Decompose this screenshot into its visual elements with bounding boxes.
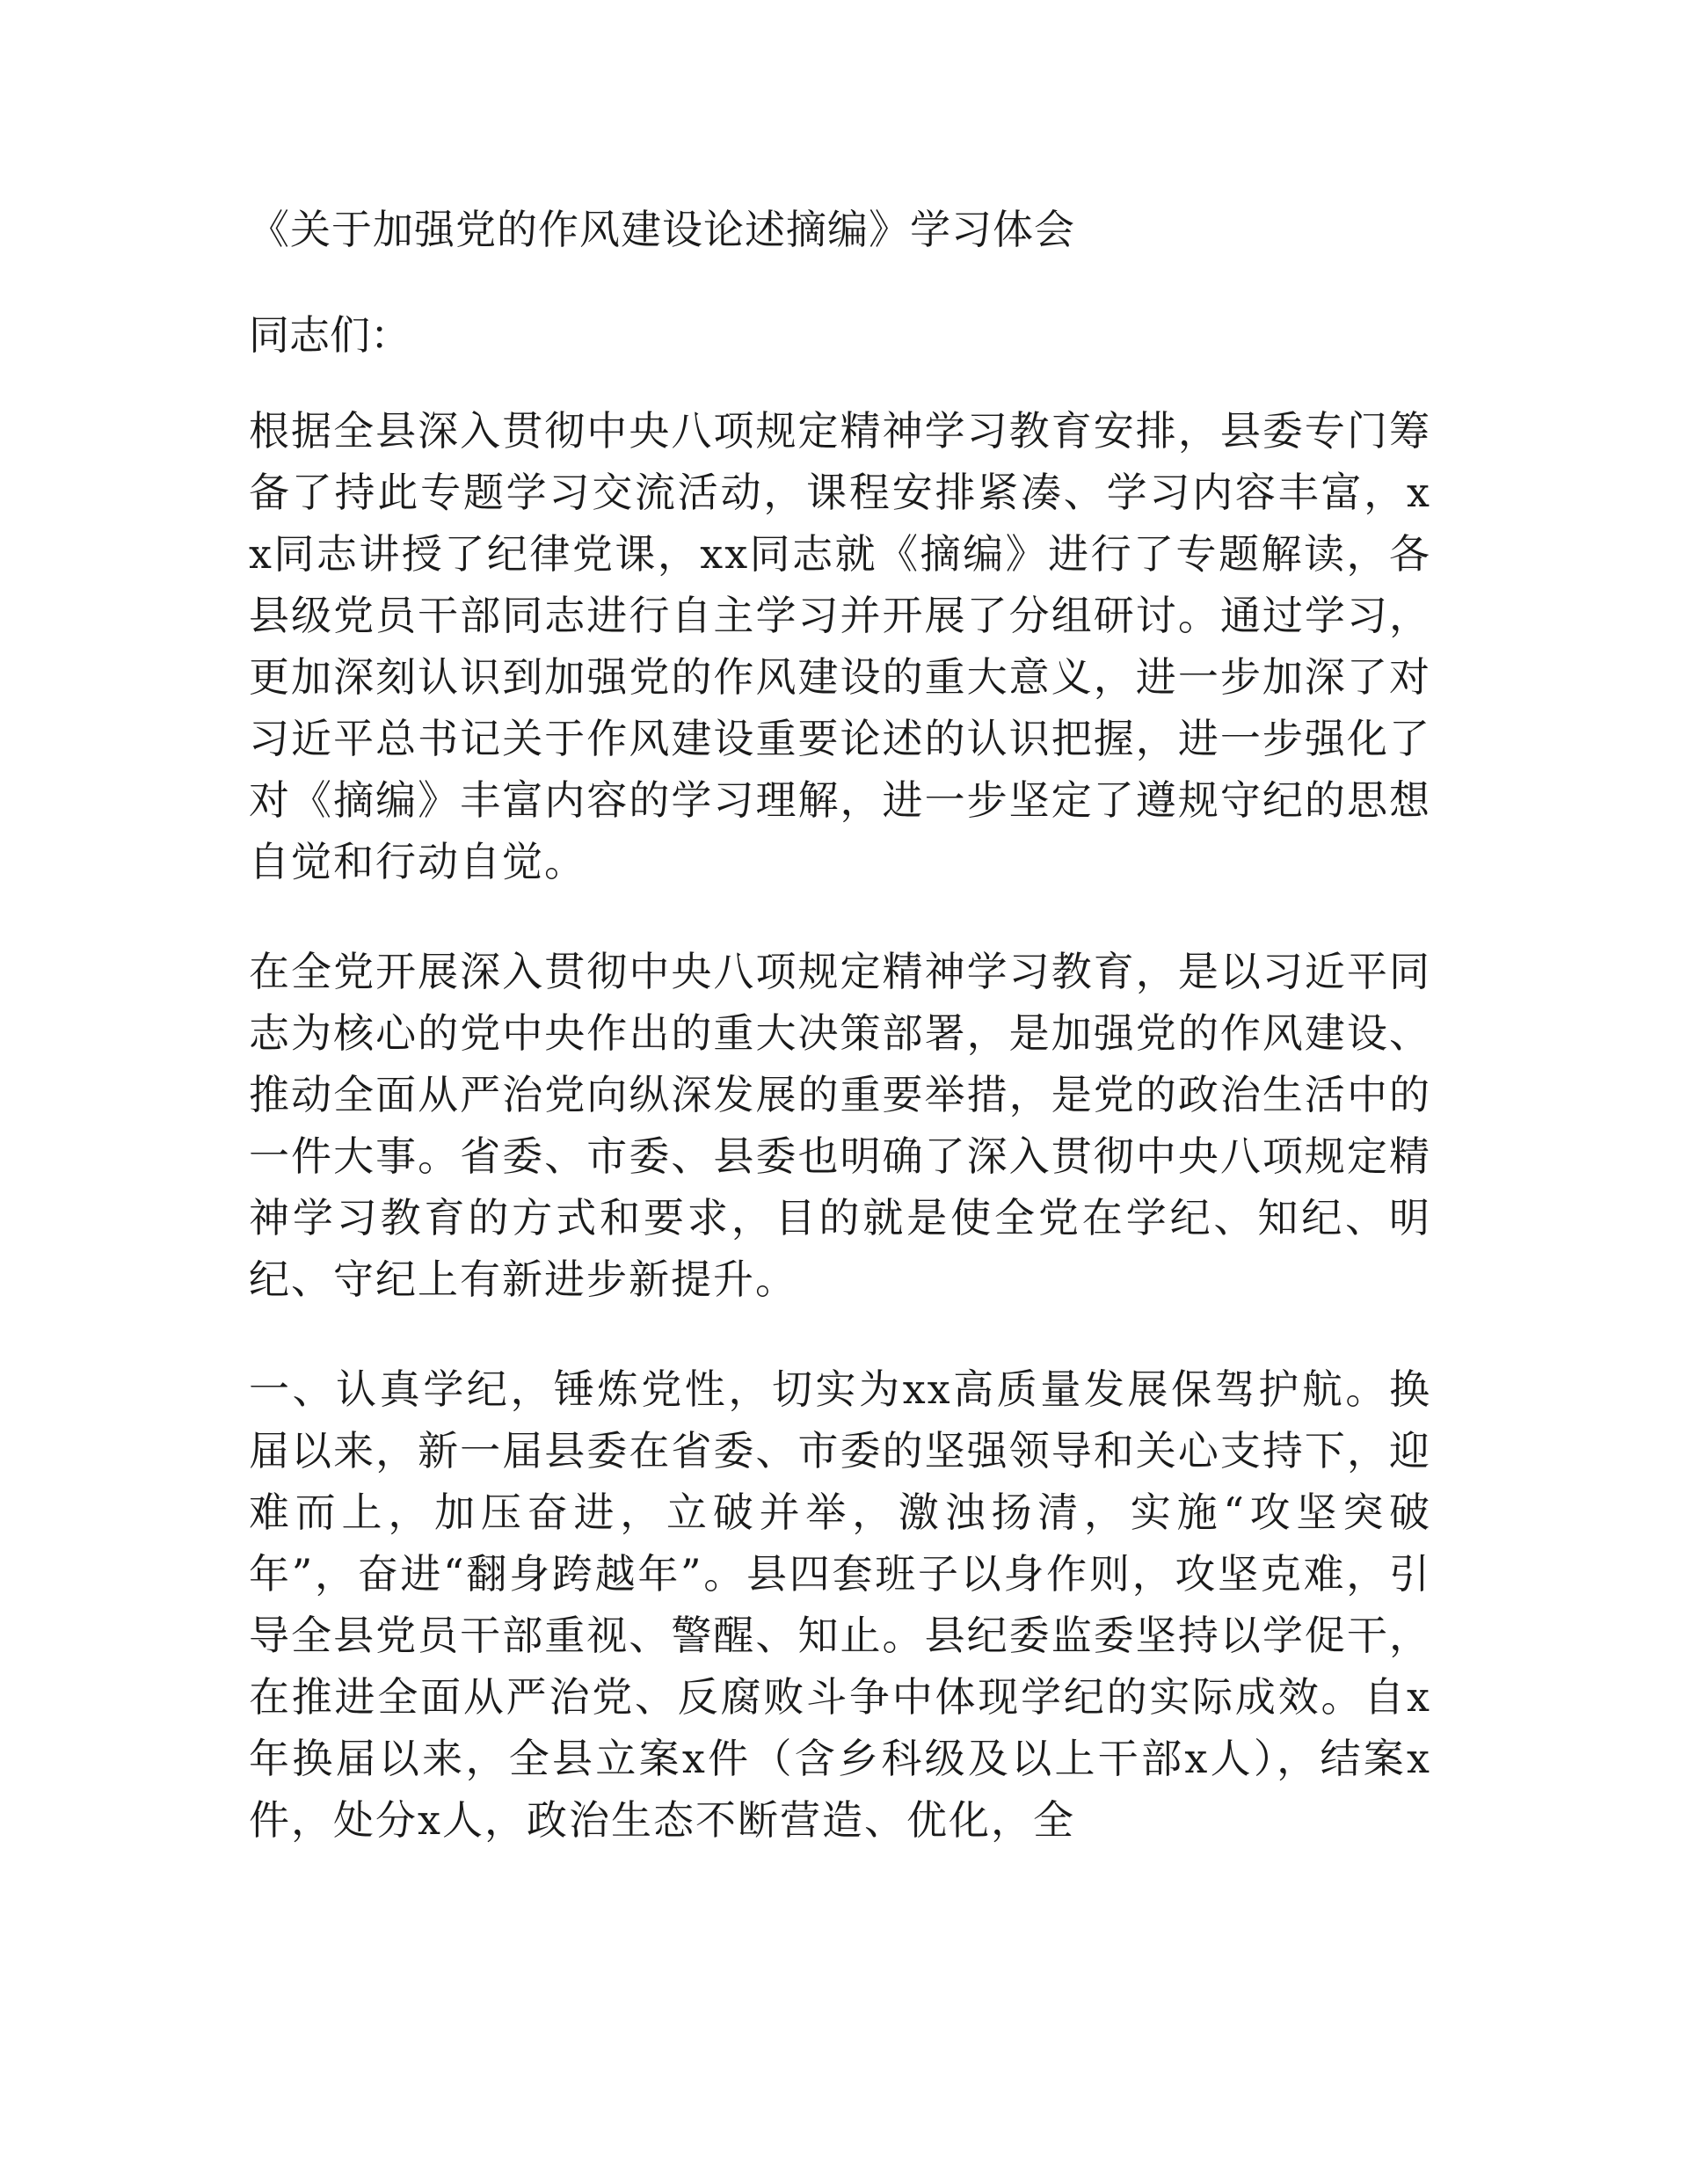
paragraph-1: 根据全县深入贯彻中央八项规定精神学习教育安排，县委专门筹备了持此专题学习交流活动，课程安排紧凑、学习内容丰富，xx同志讲授了纪律党课，xx同志就《摘编》进行了专题解读，各县级党员干部同志进行自主学习并开展了分组研讨。通过学习，更加深刻认识到加强党的作风建设的重大意义，进一步加深了对习近平总书记关于作风建设重要论述的认识把握，进一步强化了对《摘编》丰富内容的学习理解，进一步坚定了遵规守纪的思想自觉和行动自觉。 bbox=[249, 407, 1431, 885]
greeting: 同志们： bbox=[249, 311, 411, 359]
paragraph-2: 在全党开展深入贯彻中央八项规定精神学习教育，是以习近平同志为核心的党中央作出的重大决策部署，是加强党的作风建设、推动全面从严治党向纵深发展的重要举措，是党的政治生活中的一件大事。省委、市委、县委也明确了深入贯彻中央八项规定精神学习教育的方式和要求，目的就是使全党在学纪、知纪、明纪、守纪上有新进步新提升。 bbox=[249, 948, 1431, 1303]
document-title: 《关于加强党的作风建设论述摘编》学习体会 bbox=[249, 206, 1075, 253]
paragraph-3: 一、认真学纪，锤炼党性，切实为xx高质量发展保驾护航。换届以来，新一届县委在省委、市委的坚强领导和关心支持下，迎难而上，加压奋进，立破并举，激浊扬清，实施“攻坚突破年”，奋进“翻身跨越年”。县四套班子以身作则，攻坚克难，引导全县党员干部重视、警醒、知止。县纪委监委坚持以学促干，在推进全面从严治党、反腐败斗争中体现学纪的实际成效。自x年换届以来，全县立案x件（含乡科级及以上干部x人），结案x件，处分x人，政治生态不断营造、优化，全 bbox=[249, 1365, 1431, 1844]
document-body bbox=[249, 189, 1431, 1899]
